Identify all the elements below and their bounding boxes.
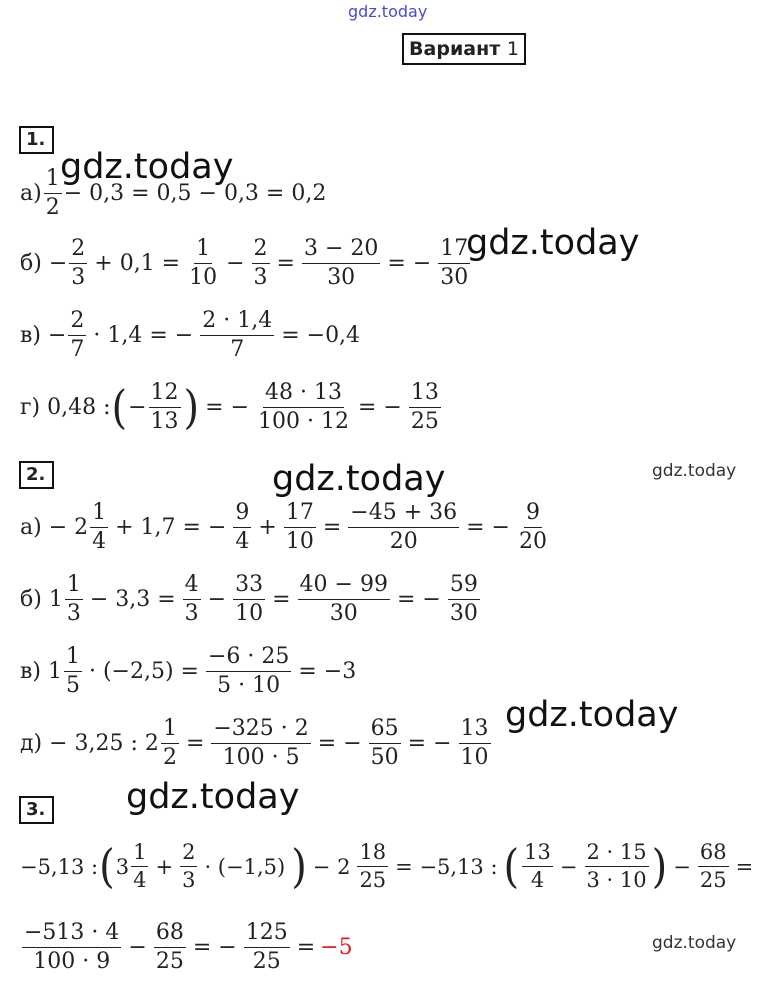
task1-line-a xyxy=(20,168,326,219)
watermark: gdz.today xyxy=(466,223,640,263)
fraction: $\frac{17}{10}$ xyxy=(285,500,314,554)
fraction: $\frac{65}{50}$ xyxy=(370,716,399,770)
fraction: $\frac{1}{3}$ xyxy=(66,572,81,626)
expression-text: = − xyxy=(317,731,362,756)
item-label: д) − 3,25 : 2 xyxy=(20,731,159,756)
fraction: $\frac{-6 \cdot 25}{5 \cdot 10}$ xyxy=(207,644,290,698)
answer-value: −5 xyxy=(320,935,353,960)
variant-title xyxy=(402,33,526,65)
expression-text: = xyxy=(272,587,291,612)
fraction: $\frac{-513 \cdot 4}{100 \cdot 9}$ xyxy=(24,920,120,974)
fraction: $\frac{1}{5}$ xyxy=(65,644,80,698)
expression-text: − xyxy=(128,395,147,420)
task2-line-b xyxy=(20,574,482,625)
paren-close: ) xyxy=(291,840,307,893)
expression-text: − 3,3 = xyxy=(89,587,176,612)
expression-text: = xyxy=(296,935,316,960)
fraction: $\frac{13}{4}$ xyxy=(524,840,551,892)
fraction: $\frac{3 - 20}{30}$ xyxy=(303,236,379,290)
variant-number: 1 xyxy=(506,38,519,60)
watermark-top[interactable]: gdz.today xyxy=(348,2,428,21)
fraction: $\frac{68}{25}$ xyxy=(155,920,184,974)
fraction: $\frac{2}{3}$ xyxy=(253,236,268,290)
fraction: $\frac{9}{20}$ xyxy=(519,500,547,554)
expression-text: = − xyxy=(387,251,432,276)
fraction: $\frac{1}{2}$ xyxy=(45,166,60,220)
expression-text: − 2 xyxy=(312,854,351,879)
expression-text: + xyxy=(258,515,277,540)
fraction: $\frac{2}{7}$ xyxy=(70,308,85,362)
expression-text: = − xyxy=(192,935,237,960)
fraction: $\frac{40 - 99}{30}$ xyxy=(299,572,388,626)
paren-close: ) xyxy=(651,840,668,893)
fraction: $\frac{13}{25}$ xyxy=(410,380,439,434)
fraction: $\frac{68}{25}$ xyxy=(699,840,727,892)
task3-line-1 xyxy=(20,842,758,891)
expression-text: = xyxy=(322,515,342,540)
expression-text: = −5,13 : xyxy=(395,854,498,879)
watermark: gdz.today xyxy=(60,147,234,187)
item-label: в) 1 xyxy=(20,659,62,684)
fraction: $\frac{17}{30}$ xyxy=(440,236,469,290)
fraction: $\frac{2}{3}$ xyxy=(182,840,196,892)
fraction: $\frac{2}{3}$ xyxy=(71,236,86,290)
task-number-2: 2. xyxy=(19,461,54,489)
fraction: $\frac{-45 + 36}{20}$ xyxy=(350,500,458,554)
expression-text: 3 xyxy=(115,854,130,879)
expression-text: · 1,4 = − xyxy=(93,323,194,348)
fraction: $\frac{-325 \cdot 2}{100 \cdot 5}$ xyxy=(213,716,309,770)
fraction: $\frac{2 \cdot 15}{3 \cdot 10}$ xyxy=(586,840,647,892)
watermark-small: gdz.today xyxy=(652,933,737,953)
fraction: $\frac{1}{4}$ xyxy=(92,500,107,554)
task3-line-2 xyxy=(20,922,353,973)
expression-text: = − xyxy=(358,395,402,420)
expression-text: = −0,4 xyxy=(281,323,361,348)
expression-text: = xyxy=(735,854,754,879)
expression-text: = − xyxy=(205,395,250,420)
paren-open: ( xyxy=(503,840,520,893)
task-number-3: 3. xyxy=(19,796,54,824)
fraction: $\frac{13}{10}$ xyxy=(460,716,489,770)
item-label: а) − 2 xyxy=(20,515,89,540)
variant-label: Вариант xyxy=(409,38,501,60)
watermark: gdz.today xyxy=(505,695,679,735)
fraction: $\frac{1}{10}$ xyxy=(189,236,218,290)
task-number-1: 1. xyxy=(19,126,54,154)
expression-text: · (−2,5) = xyxy=(88,659,199,684)
fraction: $\frac{59}{30}$ xyxy=(449,572,478,626)
fraction: $\frac{2 \cdot 1,4}{7}$ xyxy=(202,308,273,362)
expression-text: − xyxy=(226,251,245,276)
fraction: $\frac{4}{3}$ xyxy=(184,572,199,626)
expression-text: = − xyxy=(466,515,510,540)
watermark-small: gdz.today xyxy=(652,461,737,481)
item-label: б) − xyxy=(20,251,68,276)
fraction: $\frac{1}{2}$ xyxy=(162,716,177,770)
expression-text: + 0,1 = xyxy=(94,251,181,276)
fraction: $\frac{33}{10}$ xyxy=(235,572,264,626)
expression-text: − xyxy=(128,935,147,960)
paren-open: ( xyxy=(99,840,115,893)
item-label: в) − xyxy=(20,323,67,348)
task2-line-a xyxy=(20,502,551,553)
expression-text: = −3 xyxy=(298,659,357,684)
paren-open: ( xyxy=(111,381,128,434)
task2-line-v xyxy=(20,646,361,697)
expression-text: − xyxy=(673,854,691,879)
expression-text: − 0,3 = 0,5 − 0,3 = 0,2 xyxy=(63,181,327,206)
watermark: gdz.today xyxy=(272,459,446,499)
expression-text: = − xyxy=(396,587,441,612)
item-label: г) 0,48 : xyxy=(20,395,111,420)
fraction: $\frac{48 \cdot 13}{100 \cdot 12}$ xyxy=(258,380,349,434)
expression-text: = xyxy=(276,251,295,276)
task1-line-b xyxy=(20,238,472,289)
fraction: $\frac{1}{4}$ xyxy=(133,840,147,892)
expression-text: + xyxy=(155,854,174,879)
expression-text: + 1,7 = − xyxy=(115,515,227,540)
item-label: б) 1 xyxy=(20,587,63,612)
fraction: $\frac{125}{25}$ xyxy=(245,920,288,974)
fraction: $\frac{18}{25}$ xyxy=(359,840,387,892)
expression-text: · (−1,5) xyxy=(204,854,286,879)
expression-text: −5,13 : xyxy=(20,854,99,879)
item-label: а) xyxy=(20,181,42,206)
expression-text: − xyxy=(559,854,578,879)
watermark: gdz.today xyxy=(126,777,300,817)
fraction: $\frac{12}{13}$ xyxy=(150,380,179,434)
expression-text: = − xyxy=(407,731,452,756)
task1-line-g xyxy=(20,382,443,433)
task1-line-v xyxy=(20,310,365,361)
fraction: $\frac{9}{4}$ xyxy=(235,500,250,554)
expression-text: − xyxy=(207,587,227,612)
expression-text: = xyxy=(185,731,205,756)
paren-close: ) xyxy=(183,381,200,434)
task2-line-d xyxy=(20,718,493,769)
